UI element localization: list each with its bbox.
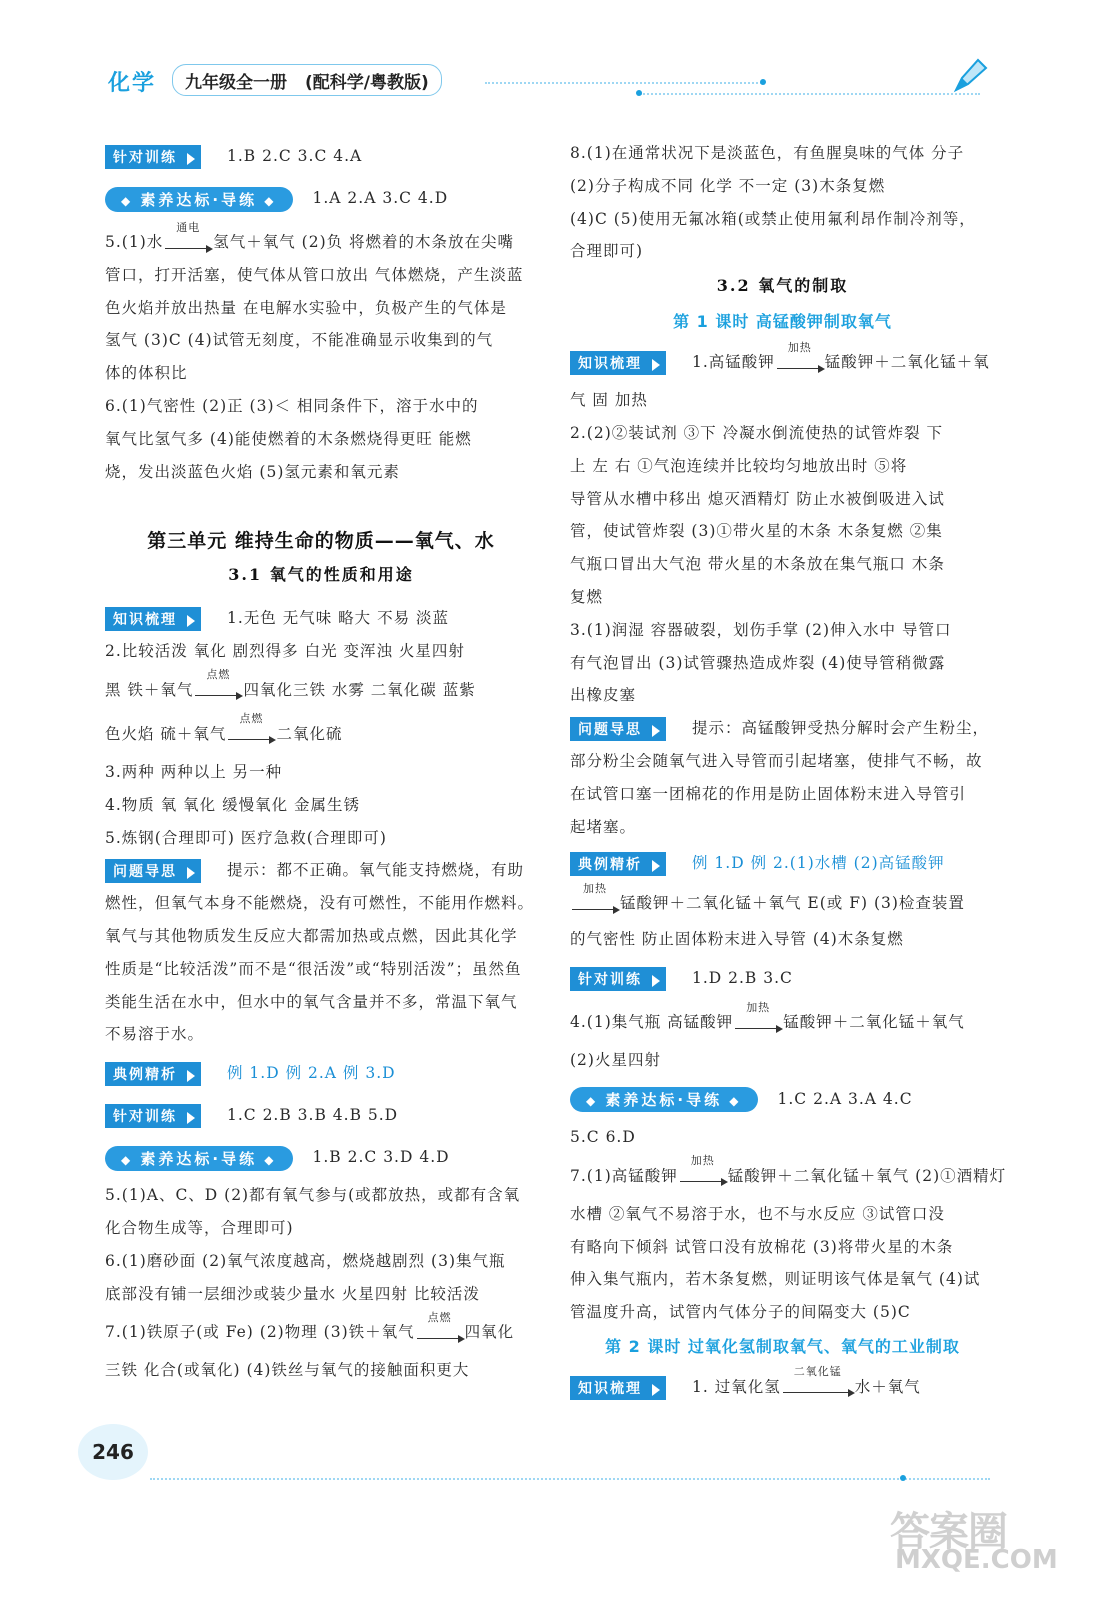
- footer-dot: [900, 1475, 906, 1481]
- answer-line: 5.炼钢(合理即可) 医疗急救(合理即可): [105, 828, 387, 847]
- edition-label: (配科学/粤教版): [305, 72, 429, 93]
- reaction-arrow: [417, 1310, 463, 1339]
- answer-line: 1.高锰酸钾: [692, 353, 775, 372]
- section-pill: ◆ 素养达标·导练 ◆: [105, 1146, 293, 1171]
- answer-line: 伸入集气瓶内，若木条复燃，则证明该气体是氧气 (4)试: [570, 1270, 981, 1289]
- header-dot: [760, 79, 766, 85]
- arrow-condition: 点燃: [206, 668, 231, 682]
- answer-line: 四氧化: [464, 1323, 515, 1342]
- section-title: 3.1 氧气的性质和用途: [228, 565, 414, 585]
- reaction-arrow: [783, 1365, 853, 1393]
- reaction-arrow: [735, 1000, 781, 1029]
- answer-line: 合理即可): [570, 242, 644, 261]
- answer-line: 2.比较活泼 氧化 剧烈得多 白光 变浑浊 火星四射: [105, 642, 465, 661]
- answer-line: 的气密性 防止固体粉末进入导管 (4)木条复燃: [570, 930, 904, 949]
- answer-line: 1.D 2.B 3.C: [692, 969, 793, 988]
- answer-line: 化合物生成等，合理即可): [105, 1218, 294, 1237]
- answer-line: 烧，发出淡蓝色火焰 (5)氢元素和氧元素: [105, 462, 400, 481]
- answer-line: 6.(1)气密性 (2)正 (3)＜ 相同条件下，溶于水中的: [105, 396, 479, 415]
- right-column: [570, 137, 1007, 1409]
- answer-line: 色火焰 硫＋氧气: [105, 724, 227, 743]
- grade-label: 九年级全一册: [185, 72, 287, 93]
- section-pill: ◆ 素养达标·导练 ◆: [570, 1087, 758, 1112]
- arrow-condition: 加热: [787, 340, 812, 354]
- page-number: 246: [78, 1424, 148, 1480]
- subject-label: 化学: [108, 71, 157, 96]
- reaction-arrow: [572, 881, 618, 910]
- answer-line: 氢气 (3)C (4)试管无刻度，不能准确显示收集到的气: [105, 331, 494, 350]
- answer-line: 1.B 2.C 3.D 4.D: [312, 1148, 450, 1167]
- answer-line: 在试管口塞一团棉花的作用是防止固体粉末进入导管引: [570, 784, 967, 803]
- answer-line: 色火焰并放出热量 在电解水实验中，负极产生的气体是: [105, 298, 507, 317]
- section-tag: 知识梳理: [570, 351, 666, 375]
- section-tag: 针对训练: [570, 967, 666, 991]
- answer-line: 管，使试管炸裂 (3)①带火星的木条 木条复燃 ②集: [570, 522, 943, 541]
- answer-line: 提示：高锰酸钾受热分解时会产生粉尘，: [692, 719, 990, 738]
- section-tag: 知识梳理: [570, 1376, 666, 1400]
- section-tag: 针对训练: [105, 145, 201, 169]
- section-tag: 问题导思: [570, 717, 666, 741]
- answer-line: 导管从水槽中移出 熄灭酒精灯 防止水被倒吸进入试: [570, 489, 945, 508]
- answer-line: 黑 铁＋氧气: [105, 680, 194, 699]
- answer-line: 提示：都不正确。氧气能支持燃烧，有助: [227, 861, 525, 880]
- lesson-title: 第 2 课时 过氧化氢制取氧气、氧气的工业制取: [605, 1336, 960, 1356]
- arrow-condition: 点燃: [239, 712, 264, 726]
- answer-line: 气 固 加热: [570, 391, 648, 410]
- answer-line: (2)火星四射: [570, 1051, 661, 1070]
- section-title: 3.2 氧气的制取: [716, 276, 849, 296]
- answer-line: 三铁 化合(或氧化) (4)铁丝与氧气的接触面积更大: [105, 1361, 470, 1380]
- answer-line: 锰酸钾＋二氧化锰＋氧: [824, 353, 990, 372]
- answer-line: 锰酸钾＋二氧化锰＋氧气 (2)①酒精灯: [727, 1166, 1007, 1185]
- arrow-condition: 二氧化锰: [793, 1365, 842, 1379]
- left-column: [105, 140, 537, 1387]
- answer-line: 5.C 6.D: [570, 1127, 636, 1146]
- section-pill: ◆ 素养达标·导练 ◆: [105, 187, 293, 212]
- footer-divider: [150, 1478, 990, 1480]
- answer-line: (2)分子构成不同 化学 不一定 (3)木条复燃: [570, 176, 886, 195]
- section-tag: 典例精析: [105, 1062, 201, 1086]
- arrow-condition: 加热: [583, 881, 607, 895]
- header-dot: [636, 90, 642, 96]
- answer-line: 氢气＋氧气 (2)负 将燃着的木条放在尖嘴: [213, 233, 515, 251]
- answer-line: 燃性，但氧气本身不能燃烧，没有可燃性，不能用作燃料。: [105, 894, 535, 913]
- answer-line: 性质是“比较活泼”而不是“很活泼”或“特别活泼”；虽然鱼: [105, 959, 522, 978]
- answer-line: 二氧化硫: [276, 724, 343, 743]
- answer-line: 8.(1)在通常状况下是淡蓝色，有鱼腥臭味的气体 分子: [570, 144, 965, 162]
- reaction-arrow: [228, 712, 274, 740]
- answer-line: 1.C 2.A 3.A 4.C: [777, 1089, 913, 1108]
- section-tag: 针对训练: [105, 1104, 201, 1128]
- arrow-condition: 点燃: [427, 1310, 452, 1324]
- answer-line: 有气泡冒出 (3)试管骤热造成炸裂 (4)使导管稍微露: [570, 653, 946, 672]
- section-tag: 问题导思: [105, 859, 201, 883]
- reaction-arrow: [777, 340, 823, 369]
- reaction-arrow: [195, 668, 241, 696]
- answer-line: 7.(1)高锰酸钾: [570, 1166, 678, 1185]
- answer-line: 体的体积比: [105, 364, 188, 383]
- section-tag: 知识梳理: [105, 607, 201, 631]
- reaction-arrow: [680, 1154, 726, 1182]
- answer-line: 不易溶于水。: [105, 1025, 205, 1044]
- answer-line: 管口，打开活塞，使气体从管口放出 气体燃烧，产生淡蓝: [105, 265, 524, 284]
- answer-line: 4.(1)集气瓶 高锰酸钾: [570, 1013, 734, 1032]
- answer-line: 上 左 右 ①气泡连续并比较均匀地放出时 ⑤将: [570, 456, 908, 475]
- answer-line: 6.(1)磨砂面 (2)氧气浓度越高，燃烧越剧烈 (3)集气瓶: [105, 1251, 506, 1270]
- answer-line: 底部没有铺一层细沙或装少量水 火星四射 比较活泼: [105, 1284, 480, 1303]
- answer-line: 例 1.D 例 2.(1)水槽 (2)高锰酸钾: [692, 854, 945, 873]
- answer-line: 管温度升高，试管内气体分子的间隔变大 (5)C: [570, 1303, 911, 1322]
- answer-line: 3.两种 两种以上 另一种: [105, 762, 283, 781]
- answer-line: 气瓶口冒出大气泡 带火星的木条放在集气瓶口 木条: [570, 555, 945, 574]
- answer-line: 1. 过氧化氢: [692, 1377, 781, 1396]
- answer-line: 水槽 ②氧气不易溶于水，也不与水反应 ③试管口没: [570, 1204, 945, 1223]
- answer-line: 7.(1)铁原子(或 Fe) (2)物理 (3)铁＋氧气: [105, 1323, 415, 1342]
- answer-line: 1.C 2.B 3.B 4.B 5.D: [227, 1106, 399, 1125]
- answer-line: 2.(2)②装试剂 ③下 冷凝水倒流使热的试管炸裂 下: [570, 423, 944, 442]
- reaction-arrow: [165, 220, 211, 249]
- header-divider: [485, 82, 765, 84]
- arrow-condition: 加热: [746, 1000, 771, 1014]
- arrow-condition: 加热: [690, 1154, 715, 1168]
- answer-line: 复燃: [570, 587, 604, 606]
- watermark-url: MXQE.COM: [895, 1545, 1058, 1575]
- answer-line: 类能生活在水中，但水中的氧气含量并不多，常温下氧气: [105, 992, 518, 1011]
- answer-line: 氧气与其他物质发生反应大都需加热或点燃，因此其化学: [105, 926, 518, 945]
- answer-line: 四氧化三铁 水雾 二氧化碳 蓝紫: [243, 680, 476, 699]
- section-tag: 典例精析: [570, 852, 666, 876]
- answer-line: 锰酸钾＋二氧化锰＋氧气: [783, 1013, 965, 1032]
- answer-line: 锰酸钾＋二氧化锰＋氧气 E(或 F) (3)检查装置: [620, 894, 965, 913]
- unit-title: 第三单元 维持生命的物质——氧气、水: [147, 530, 495, 553]
- answer-line: 有略向下倾斜 试管口没有放棉花 (3)将带火星的木条: [570, 1237, 954, 1256]
- answer-line: 出橡皮塞: [570, 686, 637, 705]
- answer-line: 起堵塞。: [570, 817, 637, 836]
- answer-line: 4.物质 氧 氧化 缓慢氧化 金属生锈: [105, 795, 360, 814]
- pen-icon: [950, 56, 990, 96]
- watermark-logo: 答案圈: [890, 1509, 1007, 1555]
- answer-line: (4)C (5)使用无氟冰箱(或禁止使用氟利昂作制冷剂等，: [570, 209, 976, 228]
- answer-line: 5.(1)水: [105, 233, 164, 251]
- answer-line: 1.B 2.C 3.C 4.A: [227, 147, 363, 165]
- answer-line: 例 1.D 例 2.A 例 3.D: [227, 1064, 396, 1083]
- answer-line: 1.A 2.A 3.C 4.D: [312, 189, 449, 207]
- answer-line: 3.(1)润湿 容器破裂，划伤手掌 (2)伸入水中 导管口: [570, 620, 952, 639]
- answer-line: 5.(1)A、C、D (2)都有氧气参与(或都放热，或都有含氧: [105, 1186, 521, 1205]
- answer-line: 部分粉尘会随氧气进入导管而引起堵塞，使排气不畅，故: [570, 751, 983, 770]
- header-banner: [172, 64, 442, 96]
- answer-line: 1.无色 无气味 略大 不易 淡蓝: [227, 609, 449, 628]
- arrow-condition: 通电: [176, 220, 201, 234]
- answer-line: 水＋氧气: [854, 1377, 921, 1396]
- lesson-title: 第 1 课时 高锰酸钾制取氧气: [673, 312, 892, 332]
- answer-line: 氧气比氢气多 (4)能使燃着的木条燃烧得更旺 能燃: [105, 429, 472, 448]
- header-divider-lower: [640, 93, 980, 95]
